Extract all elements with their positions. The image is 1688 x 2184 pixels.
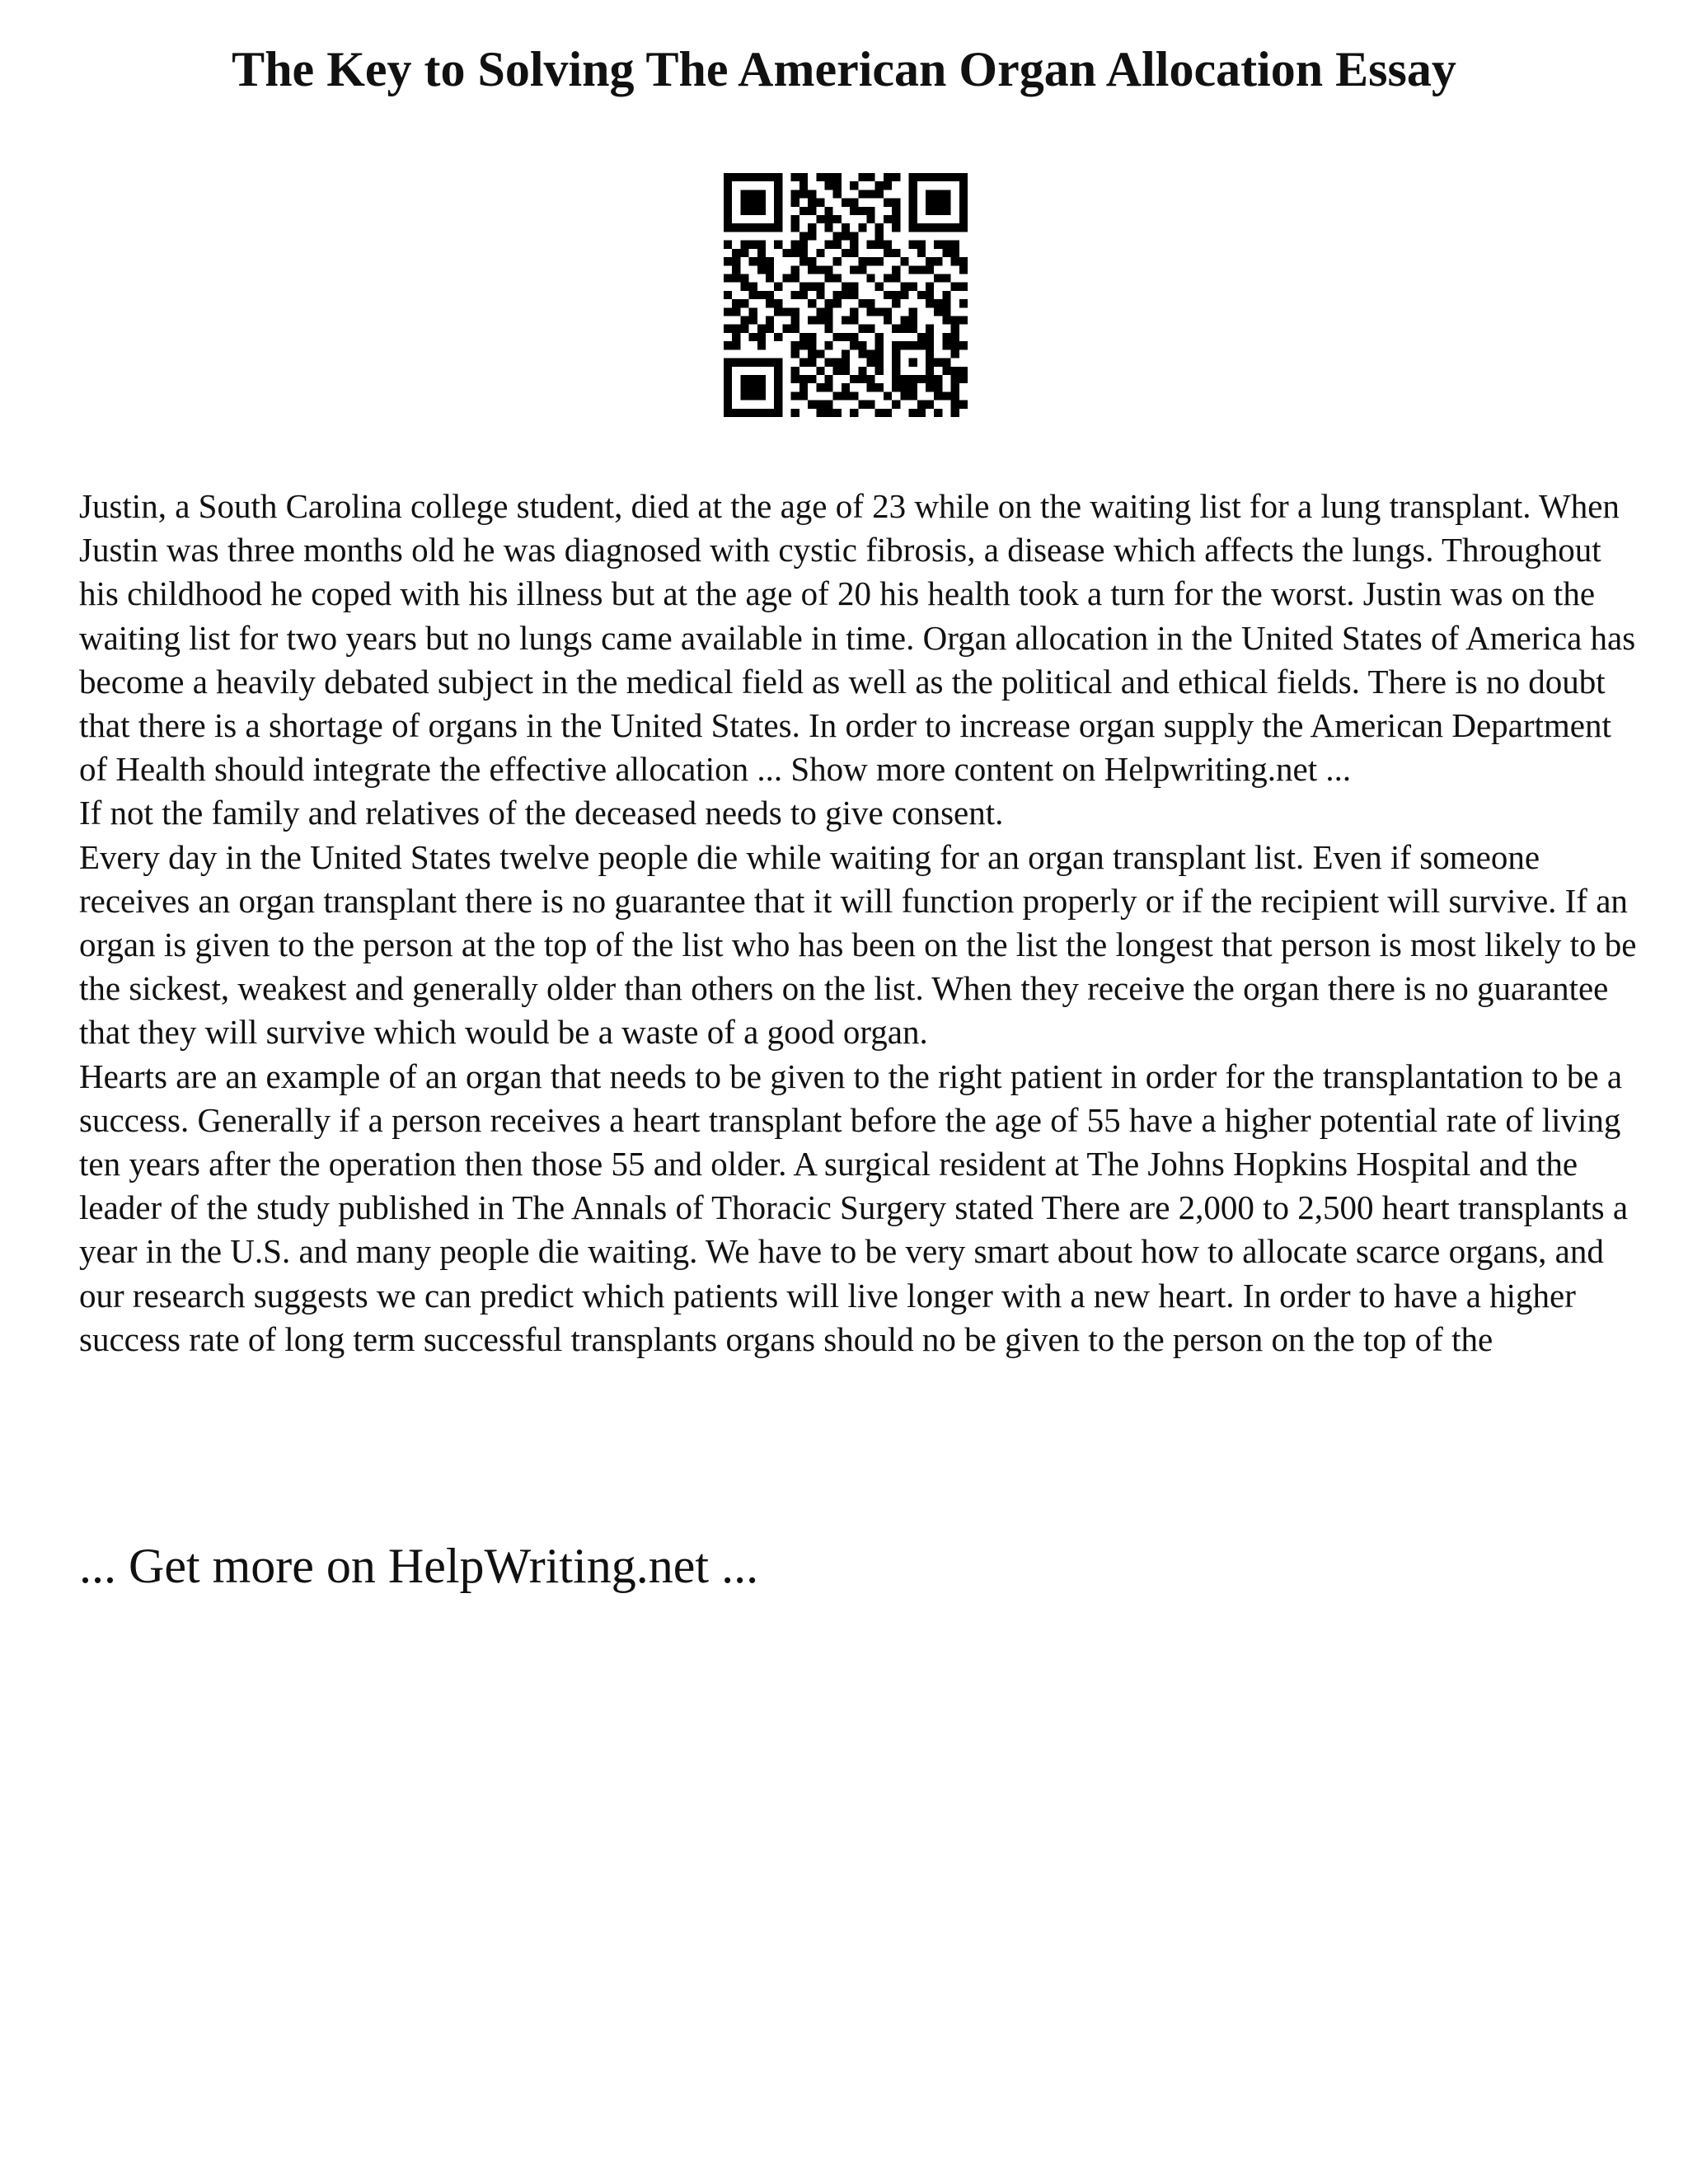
paragraph-2: If not the family and relatives of the deceased needs to give consent.	[79, 794, 1004, 832]
document-title: The Key to Solving The American Organ Allocation Essay	[232, 42, 1456, 96]
paragraph-4: Hearts are an example of an organ that needs to be given to the right patient in order for the transplantation to be a success. Generally if a person receives a heart transplant before the age of 55 have a higher potential rate of living ten years after the operation then those 55 and older. A surgical resident at The Johns Hopkins Hospital and the leader of the study published in The Annals of Thoracic Surgery stated There are 2,000 to 2,500 heart transplants a year in the U.S. and many people die waiting. We have to be very smart about how to allocate scarce organs, and our research suggests we can predict which patients will live longer with a new heart. In order to have a higher success rate of long term successful transplants organs should no be given to the person on the top of the	[79, 1057, 1629, 1358]
paragraph-3: Every day in the United States twelve people die while waiting for an organ transplant list. Even if someone receives an organ transplant there is no guarantee that it will function properly or if the recipient will survive. If an organ is given to the person at the top of the list who has been on the list the longest that person is most likely to be the sickest, weakest and generally older than others on the list. When they receive the organ there is no guarantee that they will survive which would be a waste of a good organ.	[79, 837, 1637, 1052]
paragraph-1: Justin, a South Carolina college student, died at the age of 23 while on the waiting list for a lung transplant. When Justin was three months old he was diagnosed with cystic fibrosis, a disease which affects the lungs. Throughout his childhood he coped with his illness but at the age of 20 his health took a turn for the worst. Justin was on the waiting list for two years but no lungs came available in time. Organ allocation in the United States of America has become a heavily debated subject in the medical field as well as the political and ethical fields. There is no doubt that there is a shortage of organs in the United States. In order to increase organ supply the American Department of Health should integrate the effective allocation ... Show more content on Helpwriting.net ...	[79, 487, 1636, 789]
get-more-link[interactable]: ... Get more on HelpWriting.net ...	[79, 1539, 759, 1593]
document-body	[79, 485, 1637, 1361]
qr-code	[724, 173, 968, 417]
